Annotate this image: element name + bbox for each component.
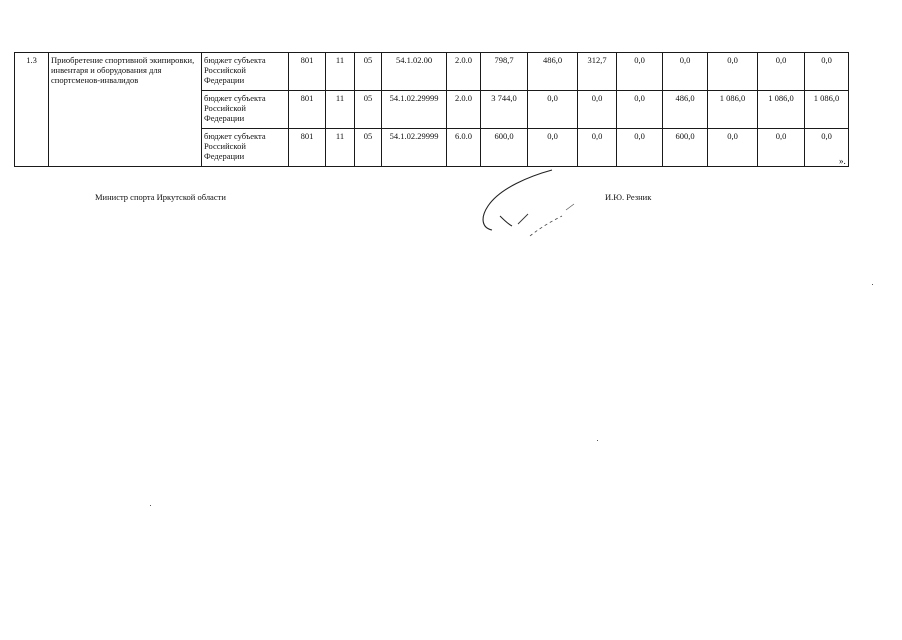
amount-year: 486,0 <box>663 91 708 129</box>
amount-year: 0,0 <box>805 129 849 167</box>
target-article-code: 54.1.02.00 <box>382 53 447 91</box>
expense-type-code: 2.0.0 <box>447 53 481 91</box>
funding-source: бюджет субъекта Российской Федерации <box>202 129 289 167</box>
expense-type-code: 6.0.0 <box>447 129 481 167</box>
scan-speck <box>872 284 873 285</box>
funding-source: бюджет субъекта Российской Федерации <box>202 91 289 129</box>
amount-year: 0,0 <box>617 91 663 129</box>
amount-year: 0,0 <box>758 129 805 167</box>
handwritten-signature <box>470 158 600 243</box>
scan-speck <box>150 505 151 506</box>
subsection-code: 05 <box>355 53 382 91</box>
target-article-code: 54.1.02.29999 <box>382 129 447 167</box>
closing-quote: ». <box>839 156 846 166</box>
amount-total: 798,7 <box>481 53 528 91</box>
row-number: 1.3 <box>15 53 49 167</box>
amount-year: 0,0 <box>708 129 758 167</box>
amount-year: 0,0 <box>708 53 758 91</box>
amount-year: 0,0 <box>578 91 617 129</box>
amount-year: 0,0 <box>578 129 617 167</box>
amount-year: 0,0 <box>528 91 578 129</box>
section-code: 11 <box>326 129 355 167</box>
amount-year: 0,0 <box>805 53 849 91</box>
minister-position: Министр спорта Иркутской области <box>95 192 226 202</box>
amount-year: 0,0 <box>758 53 805 91</box>
section-code: 11 <box>326 91 355 129</box>
amount-year: 0,0 <box>663 53 708 91</box>
amount-year: 1 086,0 <box>708 91 758 129</box>
target-article-code: 54.1.02.29999 <box>382 91 447 129</box>
amount-year: 0,0 <box>528 129 578 167</box>
amount-year: 1 086,0 <box>805 91 849 129</box>
grbs-code: 801 <box>289 91 326 129</box>
amount-year: 486,0 <box>528 53 578 91</box>
amount-total: 3 744,0 <box>481 91 528 129</box>
amount-year: 1 086,0 <box>758 91 805 129</box>
amount-total: 600,0 <box>481 129 528 167</box>
minister-name: И.Ю. Резник <box>605 192 652 202</box>
grbs-code: 801 <box>289 129 326 167</box>
subsection-code: 05 <box>355 91 382 129</box>
amount-year: 0,0 <box>617 129 663 167</box>
budget-table <box>14 52 849 167</box>
expense-type-code: 2.0.0 <box>447 91 481 129</box>
activity-name: Приобретение спортивной экипировки, инвентаря и оборудования для спортсменов-инвалидов <box>49 53 202 167</box>
funding-source: бюджет субъекта Российской Федерации <box>202 53 289 91</box>
amount-year: 600,0 <box>663 129 708 167</box>
table-row <box>15 53 849 91</box>
grbs-code: 801 <box>289 53 326 91</box>
section-code: 11 <box>326 53 355 91</box>
amount-year: 312,7 <box>578 53 617 91</box>
amount-year: 0,0 <box>617 53 663 91</box>
scan-speck <box>597 440 598 441</box>
subsection-code: 05 <box>355 129 382 167</box>
